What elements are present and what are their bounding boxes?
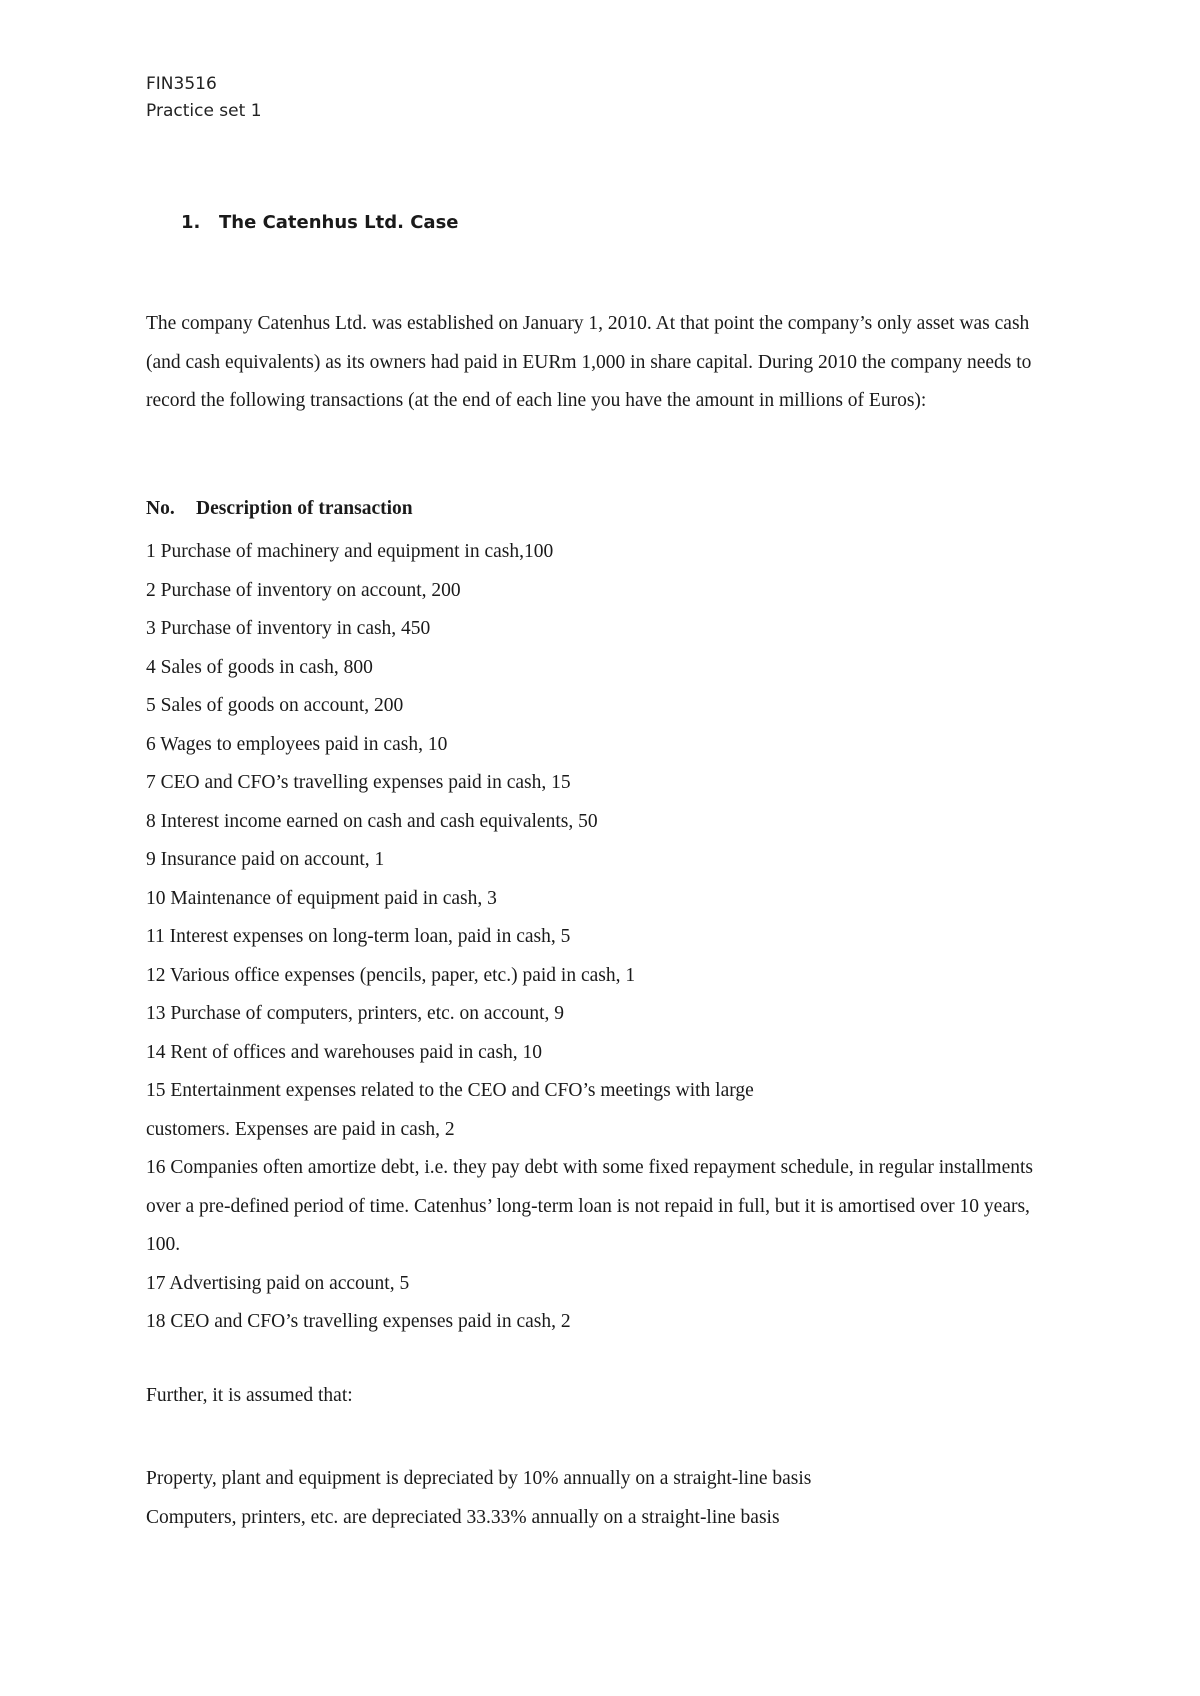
list-item: 18 CEO and CFO’s travelling expenses paid in cash, 2: [146, 1311, 571, 1332]
section-title: The Catenhus Ltd. Case: [219, 212, 459, 233]
list-item: 7 CEO and CFO’s travelling expenses paid in cash, 15: [146, 772, 571, 793]
practice-set-title: Practice set 1: [146, 101, 262, 121]
list-item: 10 Maintenance of equipment paid in cash, 3: [146, 887, 497, 909]
list-item: 4 Sales of goods in cash, 800: [146, 656, 373, 678]
transactions-header: [146, 498, 413, 520]
assumption-item: Computers, printers, etc. are depreciated 33.33% annually on a straight-line basis: [146, 1506, 780, 1528]
assumption-item: Property, plant and equipment is depreciated by 10% annually on a straight-line basis: [146, 1468, 812, 1489]
list-item: 12 Various office expenses (pencils, paper, etc.) paid in cash, 1: [146, 964, 636, 986]
column-description-header: Description of transaction: [196, 498, 413, 519]
section-heading: [181, 212, 459, 233]
list-item: 17 Advertising paid on account, 5: [146, 1272, 410, 1294]
list-item: 6 Wages to employees paid in cash, 10: [146, 733, 448, 755]
list-item: 13 Purchase of computers, printers, etc. on account, 9: [146, 1003, 565, 1024]
list-item: 1 Purchase of machinery and equipment in cash,100: [146, 541, 554, 562]
list-item: 15 Entertainment expenses related to the CEO and CFO’s meetings with large: [146, 1080, 754, 1101]
list-item: 14 Rent of offices and warehouses paid in cash, 10: [146, 1041, 543, 1063]
list-item: 2 Purchase of inventory on account, 200: [146, 579, 461, 601]
section-number: 1.: [181, 212, 201, 233]
list-item: 16 Companies often amortize debt, i.e. they pay debt with some fixed repayment schedule, in regular installments over a pre-defined period of time. Catenhus’ long-term loan is not repaid in full, but it is amortised over 10 years, 100.: [146, 1157, 1034, 1255]
course-code: FIN3516: [146, 74, 217, 94]
list-item: 5 Sales of goods on account, 200: [146, 695, 404, 716]
intro-text: The company Catenhus Ltd. was established on January 1, 2010. At that point the company’s only asset was cash (and cash equivalents) as its owners had paid in EURm 1,000 in share capital. During 2010 the company needs to record the following transactions (at the end of each line you have the amount in millions of Euros):: [146, 313, 1032, 411]
list-item: 8 Interest income earned on cash and cash equivalents, 50: [146, 810, 598, 832]
column-no-header: No.: [146, 498, 175, 519]
intro-paragraph: [146, 305, 1066, 421]
list-item: 9 Insurance paid on account, 1: [146, 849, 385, 870]
further-assumed-text: Further, it is assumed that:: [146, 1385, 353, 1406]
list-item: 11 Interest expenses on long-term loan, paid in cash, 5: [146, 926, 571, 947]
transactions-list: [146, 533, 1066, 1342]
assumptions-list: [146, 1460, 811, 1537]
list-item: customers. Expenses are paid in cash, 2: [146, 1118, 455, 1140]
list-item: 3 Purchase of inventory in cash, 450: [146, 618, 431, 639]
